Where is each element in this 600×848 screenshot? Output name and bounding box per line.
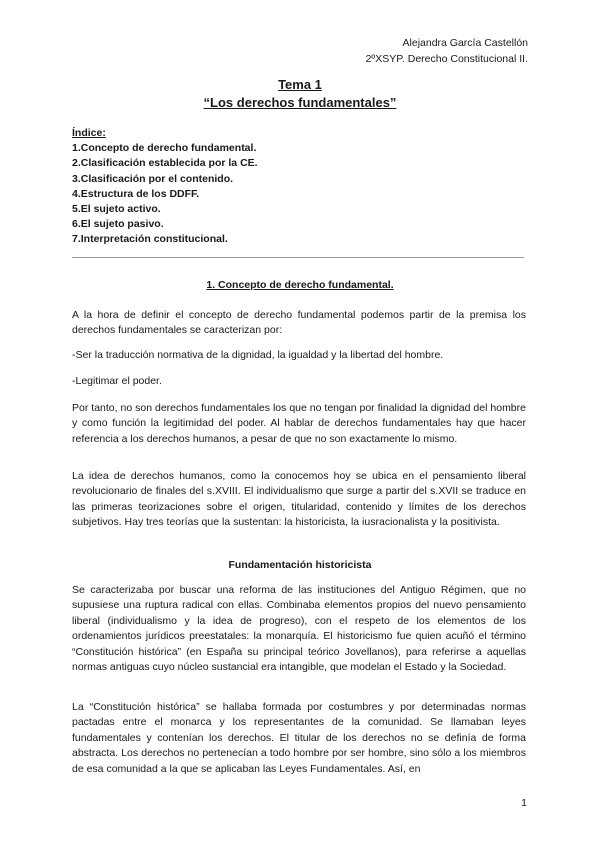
index-item: 4.Estructura de los DDFF. (72, 187, 200, 200)
subsection-heading: Fundamentación historicista (228, 559, 372, 571)
divider (72, 257, 524, 258)
author-name: Alejandra García Castellón (402, 37, 528, 49)
section-heading: 1. Concepto de derecho fundamental. (206, 279, 394, 291)
paragraph: -Ser la traducción normativa de la dignidad, la igualdad y la libertad del hombre. (72, 349, 444, 361)
index-item: 2.Clasificación establecida por la CE. (72, 157, 258, 170)
index-item: 1.Concepto de derecho fundamental. (72, 142, 257, 155)
topic-title: “Los derechos fundamentales” (203, 95, 397, 110)
page-header (366, 36, 528, 67)
document-title (0, 76, 600, 113)
paragraph: La idea de derechos humanos, como la conocemos hoy se ubica en el pensamiento liberal revolucionario de finales del s.XVIII. El individualismo que surge a partir del s.XVII se traduce en las primeras teorizaciones sobre el origen, titularidad, contenido y límites de los derechos subjetivos. Hay tres teorías que la sustentan: la historicista, la iusracionalista y la positivista. (72, 470, 526, 529)
paragraph: -Legitimar el poder. (72, 375, 162, 387)
paragraph: A la hora de definir el concepto de derecho fundamental podemos partir de la premisa los derechos fundamentales se caracterizan por: (72, 309, 526, 337)
table-of-contents (72, 126, 258, 248)
index-item: 7.Interpretación constitucional. (72, 233, 228, 246)
course-name: 2ºXSYP. Derecho Constitucional II. (365, 52, 528, 65)
topic-number: Tema 1 (278, 77, 322, 92)
index-item: 5.El sujeto activo. (72, 203, 161, 216)
index-title: Índice: (72, 127, 106, 139)
page-number: 1 (521, 797, 527, 809)
paragraph: La “Constitución histórica” se hallaba formada por costumbres y por determinadas normas pactadas entre el monarca y los representantes de la comunidad. Se llamaban leyes fundamentales y contenían los derechos. El titular de los derechos no se definía de forma abstracta. Los derechos no pertenecían a todo hombre por ser hombre, sino sólo a los miembros de esa comunidad a la que se aplicaban las Leyes Fundamentales. Así, en (72, 701, 526, 775)
paragraph: Se caracterizaba por buscar una reforma de las instituciones del Antiguo Régimen, que no supusiese una ruptura radical con ellas. Combinaba elementos propios del nuevo pensamiento liberal (individualismo y la idea de progreso), con el respeto de los elementos de los ordenamientos jurídicos preestatales: la monarquía. El historicismo fue quien acuñó el término “Constitución histórica” (en España su principal teórico Jovellanos), para referirse a aquellas normas antiguas cuyo núcleo sustancial era intangible, que modelan el Estado y la Sociedad. (72, 584, 526, 674)
index-item: 6.El sujeto pasivo. (72, 218, 164, 231)
paragraph: Por tanto, no son derechos fundamentales los que no tengan por finalidad la dignidad del hombre y como función la legitimidad del poder. Al hablar de derechos fundamentales hay que hacer referencia a los derechos humanos, a pesar de que no son exactamente lo mismo. (72, 402, 526, 445)
index-item: 3.Clasificación por el contenido. (72, 172, 234, 185)
